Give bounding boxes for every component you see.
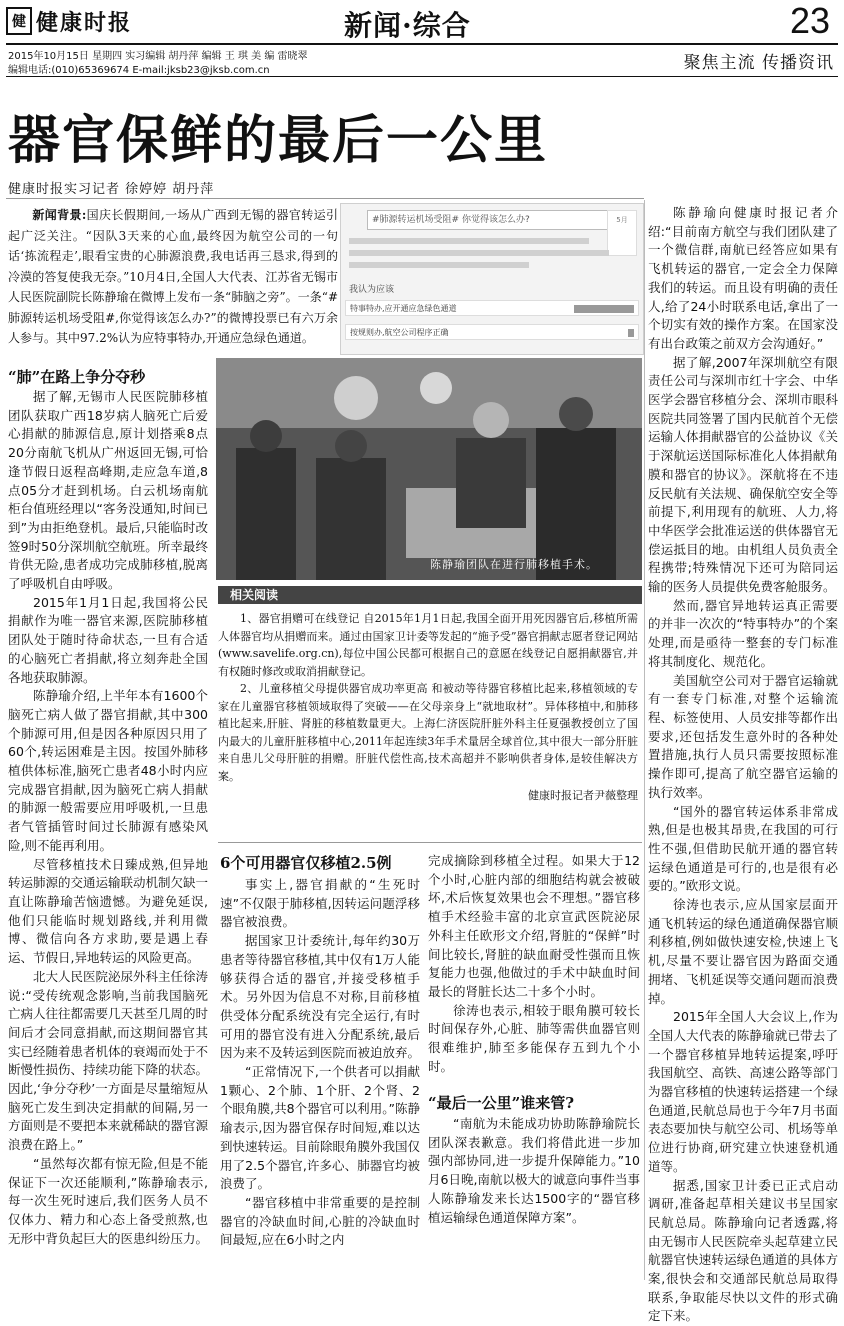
- top-rule: [6, 43, 838, 45]
- paragraph: 据了解,无锡市人民医院肺移植团队获取广西18岁病人脑死亡后爱心捐献的肺源信息,原计划搭乘8点20分南航飞机从广州返回无锡,可恰逢节假日返程高峰期,走应急车道,8点05分才赶到机场。白云机场南航柜台值班经理以“客务没通知,时间已到”为由拒绝登机。最后,只能临时改签9时50分深圳航空航班。所幸最终肯供无险,患者成功完成肺移植,脱离了呼吸机自由呼吸。: [8, 389, 208, 592]
- paragraph: 2015年全国人大会议上,作为全国人大代表的陈静瑜就已带去了一个器官移植异地转运提案,呼吁我国航空、高铁、高速公路等部门为器官移植的快速转运搭建一个绿色通道,民航总局也于今年7月书面表态要加快与航空公司、机场等单位进行协商,研究建立快速登机通道等。: [648, 1009, 838, 1174]
- paragraph: 北大人民医院泌尿外科主任徐涛说:“受传统观念影响,当前我国脑死亡病人往往都需要几天甚至几周的时间后才会同意捐献,而这期间器官其实已经随着患者机体的衰竭而处于不断慢性损伤、持续功能下降的状态。因此,‘争分夺秒’一方面是尽量缩短从脑死亡发生到决定捐献的间隔,另一方面则是不要把本来就稀缺的器官源浪费在路上。”: [8, 968, 209, 1153]
- weibo-text-line: [349, 250, 609, 256]
- paragraph: “国外的器官转运体系非常成熟,但是也极其昂贵,在我国的可行性不强,但借助民航开通的器官转运绿色通道是可行的,也是很有必要的。”欧形文说。: [648, 803, 838, 894]
- related-signature: 健康时报记者尹薇整理: [528, 789, 638, 802]
- paragraph: 完成摘除到移植全过程。如果大于12个小时,心脏内部的细胞结构就会被破坏,术后恢复效果也会不理想。”器官移植手术经验丰富的北京宣武医院泌尿外科主任欧形文介绍,肾脏的“保鲜”时间比较长,肾脏的缺血耐受性强而且恢复能力也强,他做过的手术中缺血时间最长的肾脏长达二十多个小时。: [428, 853, 640, 999]
- headline-rule: [6, 198, 644, 199]
- masthead-logo: [6, 6, 146, 36]
- paragraph: 事实上,器官捐献的“生死时速”不仅限于肺移植,因转运问题浮移器官被浪费。: [220, 877, 420, 930]
- column-4: [648, 204, 838, 1326]
- section-name: 新闻·综合: [344, 9, 471, 42]
- paragraph: 据悉,国家卫计委已正式启动调研,准备起草相关建议书呈国家民航总局。陈静瑜向记者透露,将由无锡市人民医院牵头起草建立民航器官快速转运绿色通道的具体方案,很快会和交通部民航总局取得联系,争取能尽快以文件的形式确定下来。: [648, 1177, 838, 1324]
- related-item: 1、器官捐赠可在线登记 自2015年1月1日起,我国全面开用死因器官后,移植所需人体器官均从捐赠而来。通过由国家卫计委等发起的“施予受”器官捐献志愿者登记网站(www.savelife.org.cn),每位中国公民都可根据自己的意愿在线登记自愿捐献器官,并有权随时修改或取消捐献登记。: [218, 612, 638, 678]
- logo-text: 健康时报: [36, 9, 133, 36]
- weibo-tag: 5月: [607, 210, 637, 256]
- weibo-option-bar: [628, 329, 634, 337]
- header-rule: [6, 76, 838, 77]
- section-title-2: 6个可用器官仅移植2.5例: [220, 854, 392, 872]
- column-2: [220, 876, 420, 1250]
- section-title-3: “最后一公里”谁来管?: [428, 1094, 575, 1112]
- section-title-1: “肺”在路上争分夺秒: [8, 368, 146, 386]
- weibo-text-line: [349, 238, 589, 244]
- slogan: 聚焦主流 传播资讯: [683, 53, 834, 73]
- related-reading: [218, 610, 638, 805]
- meta-line-2: 编辑电话:(010)65369674 E-mail:jksb23@jksb.com.cn: [8, 65, 270, 76]
- meta-line-1: 2015年10月15日 星期四 实习编辑 胡丹萍 编辑 王 琪 美 编 雷晓翠: [8, 51, 308, 62]
- news-background: [8, 205, 338, 349]
- weibo-option-label: 按规则办,航空公司程序正确: [350, 328, 449, 337]
- paragraph: 然而,器官异地转运真正需要的并非一次次的“特事特办”的个案处理,而是亟待一整套的专门标准将其制度化、规范化。: [648, 597, 838, 669]
- surgery-scene-icon: [216, 358, 642, 580]
- paragraph: 徐涛也表示,相较于眼角膜可较长时间保存外,心脏、肺等需供血器官则很难维护,肺至多能保存五到九个小时。: [428, 1002, 640, 1074]
- surgery-photo: [216, 358, 642, 580]
- related-rule: [218, 842, 642, 843]
- byline: 健康时报实习记者 徐婷婷 胡丹萍: [8, 182, 215, 197]
- weibo-search-bar: #肺源转运机场受阻# 你觉得该怎么办?: [367, 210, 623, 230]
- related-reading-title: 相关阅读: [218, 586, 642, 604]
- column-1: [8, 388, 208, 1248]
- weibo-poll-subtitle: 我认为应该: [349, 285, 395, 295]
- weibo-text-line: [349, 262, 529, 268]
- weibo-poll-screenshot: [340, 203, 644, 355]
- headline: 器官保鲜的最后一公里: [8, 110, 549, 171]
- column-divider: [644, 200, 645, 1280]
- related-item: 2、儿童移植父母提供器官成功率更高 和被动等待器官移植比起来,移植领域的专家在儿童器官移植领域取得了突破——在父母亲身上“就地取材”。异体移植中,和肺移植比起来,肝脏、肾脏的移植数量更大。上海仁济医院肝脏外科主任夏强教授创立了国内最大的儿童肝脏移植中心,2011年起连续3年手术量居全球首位,其中很大一部分肝脏来自患儿父母肝脏的捐赠。肝脏代偿性高,技术高超并不影响供者身体,是较佳解决方案。: [218, 682, 638, 783]
- intro-text: 国庆长假期间,一场从广西到无锡的器官转运引起广泛关注。“因队3天来的心血,最终因为航空公司的一句话‘拣流程走’,眼看宝贵的心肺源浪费,我电话再三恳求,得到的冷漠的答复使我无奈。”10月4日,全国人大代表、江苏省无锡市人民医院副院长陈静瑜在微博上发布一条“肺脑之旁”。一条“#肺源转运机场受阻#,你觉得该怎么办?”的微博投票已有六万余人参与。其中97.2%认为应特事特办,开通应急绿色通道。: [8, 208, 338, 345]
- paragraph: 美国航空公司对于器官运输就有一套专门标准,对整个运输流程、标签使用、人员安排等都作出要求,还包括发生意外时的各种处置措施,执行人员只需要按照标准操作即可,提高了航空器官运输的执行效率。: [648, 672, 838, 800]
- logo-mark-icon: 健: [6, 7, 32, 35]
- weibo-poll-option: [345, 324, 639, 340]
- column-3-continued: [428, 1115, 640, 1227]
- paragraph: 陈静瑜介绍,上半年本有1600个脑死亡病人做了器官捐献,其中300个肺源可用,但是因各种原因只用了60个,转运困难是主因。按国外肺移植供体标准,脑死亡患者48小时内应完成器官捐献,因为脑死亡病人捐献的肺源一般需要应用呼吸机,一旦患者气管插管时间过长肺源有感染风险,则不能再利用。: [8, 688, 208, 853]
- paragraph: “虽然每次都有惊无险,但是不能保证下一次还能顺利,”陈静瑜表示,每一次生死时速后,我们医务人员不仅体力、精力和心态上备受煎熬,也无形中背负起巨大的医患纠纷压力。: [8, 1155, 209, 1246]
- paragraph: 2015年1月1日起,我国将公民捐献作为唯一器官来源,医院肺移植团队处于随时待命状态,一旦有合适的心脑死亡者捐献,将立刻奔赴全国各地获取肺源。: [8, 594, 208, 685]
- paragraph: “南航为未能成功协助陈静瑜院长团队深表歉意。我们将借此进一步加强内部协同,进一步提升保障能力。”10月6日晚,南航以极大的诚意向事件当事人陈静瑜发来长达1500字的“器官移植运输绿色通道保障方案”。: [428, 1116, 640, 1225]
- paragraph: 据国家卫计委统计,每年约30万患者等待器官移植,其中仅有1万人能够获得合适的器官,并接受移植手术。另外因为信息不对称,目前移植供受体分配系统没有完全运行,有时可用的器官没有进入分配系统,最后因为来不及转运到医院而被迫放弃。: [220, 933, 421, 1061]
- weibo-poll-option: [345, 300, 639, 316]
- weibo-option-bar: [574, 305, 634, 313]
- paragraph: 徐涛也表示,应从国家层面开通飞机转运的绿色通道确保器官顺利移植,例如做快速安检,快速上飞机,尽量不要让器官因为路面交通拥堵、飞机延误等交通问题而浪费掉。: [648, 897, 838, 1006]
- column-3: [428, 852, 640, 1076]
- weibo-option-label: 特事特办,应开通应急绿色通道: [350, 304, 457, 313]
- paragraph: “正常情况下,一个供者可以捐献1颗心、2个肺、1个肝、2个肾、2个眼角膜,共8个器官可以利用。”陈静瑜表示,因为器官保存时间短,难以达到快速转运。目前除眼角膜外我国仅用了2.5个器官,许多心、肺器官均被浪费了。: [220, 1064, 421, 1192]
- photo-caption: 陈静瑜团队在进行肺移植手术。: [430, 558, 598, 571]
- intro-lead: 新闻背景:: [32, 208, 87, 222]
- paragraph: 陈静瑜向健康时报记者介绍:“目前南方航空与我们团队建了一个微信群,南航已经答应如果有飞机转运的器官,一定会全力保障我们的转运。而且设有明确的责任人,给了24小时联系电话,拿出了一个切实有效的操作方案。在国家没有出台政策之前双方会沟通好。”: [648, 205, 838, 351]
- page-number: 23: [789, 0, 830, 41]
- paragraph: 据了解,2007年深圳航空有限责任公司与深圳市红十字会、中华医学会器官移植分会、深圳市眼科医院共同签署了国内民航首个无偿运输人体捐献器官的公益协议《关于深航运送国际标准化人体捐献角膜和器官的协议》。深航将在不违反民航有关法规、确保航空安全等前提下,利用现有的航班、人力,将中华医学会批准运送的供体器官无偿运抵目的地。由机组人员负责全程携带;特殊情况下还可为陪同运输的医务人员提供免费客舱服务。: [648, 354, 838, 595]
- paragraph: “器官移植中非常重要的是控制器官的冷缺血时间,心脏的冷缺血时间最短,应在6小时之内: [220, 1194, 420, 1248]
- paragraph: 尽管移植技术日臻成熟,但异地转运肺源的交通运输联动机制欠缺一直让陈静瑜苦恼遗憾。为避免延误,他们只能临时规划路线,并利用微博、微信向各方求助,要是遇上春运、节假日,异地转运的风险更高。: [8, 856, 209, 966]
